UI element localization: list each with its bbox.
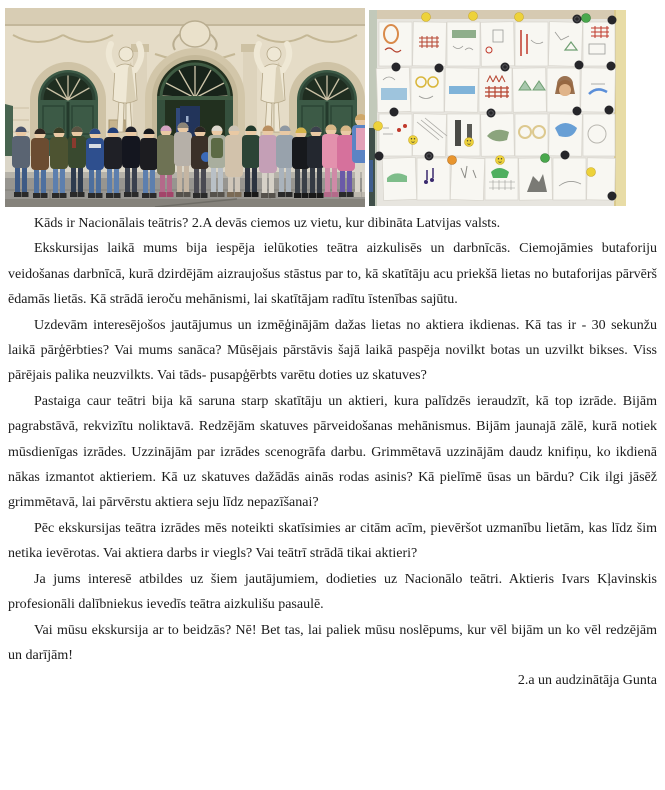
paragraph-invitation: Ja jums interesē atbildes uz šiem jautājumiem, dodieties uz Nacionālo teātri. Aktieris Ivars Kļavinskis profesionāli dalībniekus ievedīs teātra aizkulišu pasaulē. bbox=[8, 571, 657, 613]
paragraph-questions: Uzdevām interesējošos jautājumus un izmēģinājām dažas lietas no aktiera ikdienas. Kā tas ir - 30 sekunžu laikā pārģērbties? Vai mums sanāca? Mūsējais pārstāvis šajā laikā paspēja novilkt botas un uzvilkt bikses. Viss pārējais palika neuzvilkts. Vai tāds- pusapģērbts varētu doties uz skatuves? bbox=[8, 317, 657, 384]
cartouche bbox=[180, 21, 210, 47]
paragraph-ending: Vai mūsu ekskursija ar to beidzās? Nē! Bet tas, lai paliek mūsu noslēpums, kur vēl bijām un ko vēl redzējām un darījām! bbox=[8, 622, 657, 663]
paragraph-intro: Kāds ir Nacionālais teātris? 2.A devās ciemos uz vietu, kur dibināta Latvijas valsts. bbox=[34, 216, 501, 231]
article-text bbox=[0, 211, 665, 694]
paragraph-workshop: Ekskursijas laikā mums bija iespēja ielūkoties teātra aizkulisēs un darbnīcās. Ciemojāmies butaforiju veidošanas darbnīcā, kurā dzirdējām aizraujošus stāstus par to, kā skatītāju acu priekšā lietas no butaforijas pārvērš ēdamās lietās. Kā strādā ieroču mehānismi, lai skatītājam radītu īstenības sajūtu. bbox=[8, 241, 657, 308]
photo-row bbox=[0, 0, 665, 207]
paragraph-reflection: Pēc ekskursijas teātra izrādes mēs noteikti skatīsimies ar citām acīm, pievēršot uzmanību lietām, kas līdz šim netika ievērotas. Vai aktiera darbs ir viegls? Vai teātrī strādā tikai aktieri? bbox=[8, 520, 657, 562]
photo-drawings-wall bbox=[369, 10, 626, 206]
signature: 2.a un audzinātāja Gunta bbox=[517, 673, 657, 689]
paragraph-tour: Pastaiga caur teātri bija kā saruna starp skatītāju un aktieri, kura palīdzēs ieraudzīt, kā top izrāde. Bijām pagrabstāvā, rekvizītu noliktavā. Redzējām skatuves pārveidošanas mehānismus. Bijām jaunajā zālē, kurā notiek mūsdienīgas izrādes. Uzzinājām par izrādes scenogrāfa darbu. Grimmētavā uzzinājām daudz knifiņu, ko ikdienā nākas izmantot aktieriem. Kā uz skatuves dažādās ainās rodas asinis? Kā pielīmē ūsas un bārdu? Cik ilgi jāsēž grimmētavā, lai pārvērstu aktiera seju līdz nepazīšanai? bbox=[8, 393, 657, 511]
photo-theatre-group bbox=[5, 8, 365, 207]
